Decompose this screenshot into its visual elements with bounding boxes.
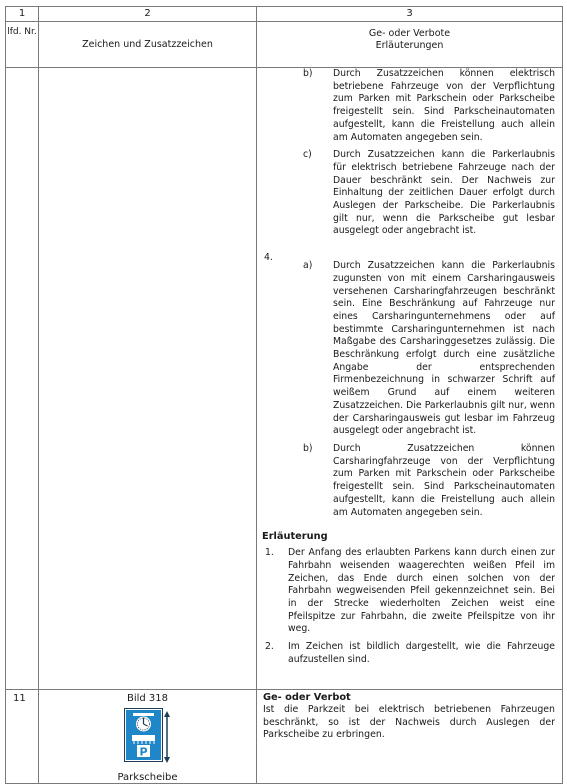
rule-4-number: 4.: [264, 252, 273, 264]
continuation-number-cell: [6, 68, 39, 690]
sign-caption: Parkscheibe: [117, 772, 178, 783]
continuation-row: [6, 68, 563, 690]
erlaeuterung-title: Erläuterung: [262, 531, 328, 543]
rule-3c: [264, 149, 562, 238]
erlaeuterung-item-1-number: 1.: [265, 547, 274, 559]
erlaeuterung-item-2-number: 2.: [265, 641, 274, 653]
sign-letter: P: [138, 745, 148, 759]
parkscheibe-sign-icon: [124, 708, 172, 770]
rule-4a: [264, 252, 562, 438]
header-ge-verbote: [257, 22, 563, 68]
row-11-number: 11: [6, 690, 39, 784]
erlaeuterung-item-2: [257, 641, 562, 666]
header-lfd-nr: lfd. Nr.: [6, 22, 39, 68]
column-number-row: [6, 7, 563, 22]
bild-label: Bild 318: [126, 693, 169, 704]
rule-3b-label: b): [303, 68, 313, 79]
column-header-row: [6, 22, 563, 68]
continuation-sign-cell: [39, 68, 257, 690]
header-zeichen: Zeichen und Zusatzzeichen: [39, 22, 257, 68]
regulation-table: [5, 6, 563, 784]
erlaeuterung-item-1-text: Der Anfang des erlaubten Parkens kann durch einen zur Fahrbahn weisenden waagerechten weißen Pfeil im Zeichen, das Ende durch einen solchen von der Fahrbahn wegweisenden Pfeil gekennzeichnet sein. Bei in der Strecke wiederholten Zeichen weist eine Pfeilspitze zur Fahrbahn, die zweite Pfeilspitze von ihr weg.: [288, 547, 555, 635]
rule-3b: [264, 68, 562, 144]
header-erlaeuterungen-line2: Erläuterungen: [375, 40, 444, 51]
rule-4b-text: Durch Zusatzzeichen können Carsharingfahrzeuge von der Verpflichtung zum Parken mit Parkschein oder Parkscheibe freigestellt sein. Sind Parkscheinautomaten aufgestellt, kann die Freistellung auch allein am Automaten angegeben sein.: [333, 442, 555, 518]
column-number-1: 1: [6, 7, 39, 22]
continuation-text-cell: [257, 68, 563, 690]
table-row-11: [6, 690, 563, 784]
rule-3c-label: c): [303, 149, 312, 161]
row-11-text-cell: [257, 690, 563, 784]
rule-4b-label: b): [303, 442, 313, 454]
rule-4b: [264, 443, 562, 519]
erlaeuterung-item-2-text: Im Zeichen ist bildlich dargestellt, wie die Fahrzeuge aufzustellen sind.: [288, 641, 555, 665]
header-ge-verbote-line1: Ge- oder Verbote: [368, 28, 451, 39]
row-11-title: Ge- oder Verbot: [263, 692, 351, 703]
rule-4a-label: a): [303, 260, 313, 272]
row-11-sign-cell: [39, 690, 257, 784]
column-number-2: 2: [39, 7, 257, 22]
rule-4a-text: Durch Zusatzzeichen kann die Parkerlaubnis zugunsten von mit einem Carsharingausweis versehenen Carsharingfahrzeugen beschränkt sein. Eine Beschränkung auf Fahrzeuge nur eines Carsharingunternehmens oder auf bestimmte Carsharingunternehmen ist nach Maßgabe des Carsharinggesetzes zulässig. Die Beschränkung erfolgt durch eine zusätzliche Angabe der entsprechenden Firmenbezeichnung in schwarzer Schrift auf weißem Grund auf einem weiteren Zusatzzeichen. Die Parkerlaubnis gilt nur, wenn der Carsharingausweis gut lesbar im Fahrzeug ausgelegt oder angebracht ist.: [333, 260, 555, 437]
rule-3b-text: Durch Zusatzzeichen können elektrisch betriebene Fahrzeuge von der Verpflichtung zum Parken mit Parkschein oder Parkscheibe freigestellt sein. Sind Parkscheinautomaten aufgestellt, kann die Freistellung auch allein am Automaten angegeben sein.: [333, 68, 555, 143]
column-number-3: 3: [257, 7, 563, 22]
erlaeuterung-item-1: [257, 547, 562, 636]
rule-3c-text: Durch Zusatzzeichen kann die Parkerlaubnis für elektrisch betriebene Fahrzeuge nach der Dauer beschränkt sein. Der Nachweis zur Einhaltung der zeitlichen Dauer erfolgt durch Auslegen der Parkscheibe. Die Parkerlaubnis gilt nur, wenn die Parkscheibe gut lesbar ausgelegt oder angebracht ist.: [333, 149, 555, 237]
row-11-text: Ist die Parkzeit bei elektrisch betriebenen Fahrzeugen beschränkt, so ist der Nachweis durch Auslegen der Parkscheibe zu erbringen.: [263, 704, 555, 740]
